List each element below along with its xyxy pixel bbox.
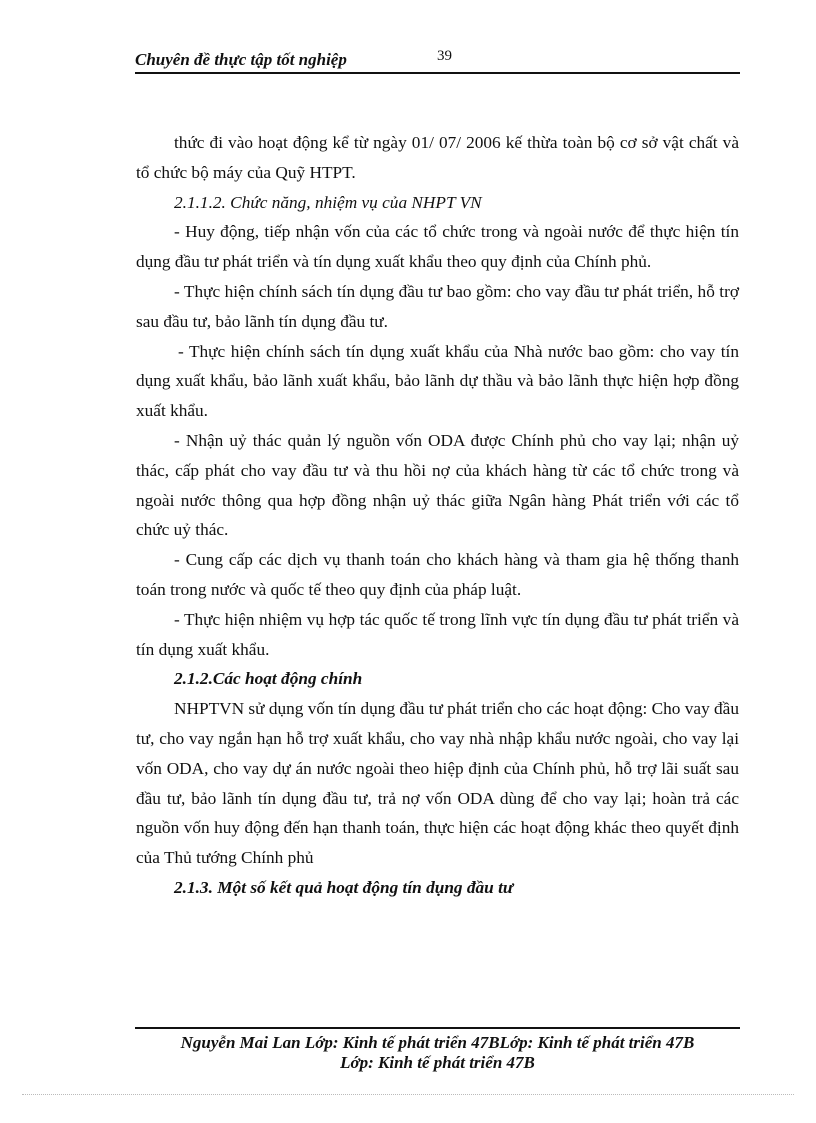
footer-line-1: Nguyễn Mai Lan Lớp: Kinh tế phát triển 47BLớp: Kinh tế phát triển 47B — [180, 1033, 695, 1052]
page-number: 39 — [437, 48, 452, 64]
body-text — [136, 128, 739, 903]
list-item-export-credit: - Thực hiện chính sách tín dụng xuất khẩu của Nhà nước bao gồm: cho vay tín dụng xuất khẩu, bảo lãnh xuất khẩu, bảo lãnh dự thầu và bảo lãnh thực hiện hợp đồng xuất khẩu. — [136, 341, 739, 421]
list-item-investment-credit: - Thực hiện chính sách tín dụng đầu tư bao gồm: cho vay đầu tư phát triển, hỗ trợ sau đầu tư, bảo lãnh tín dụng đầu tư. — [136, 281, 739, 331]
footer-line-2: Lớp: Kinh tế phát triển 47B — [340, 1053, 535, 1072]
list-item-international-cooperation: - Thực hiện nhiệm vụ hợp tác quốc tế trong lĩnh vực tín dụng đầu tư phát triển và tín dụng xuất khẩu. — [136, 609, 739, 659]
header-title: Chuyên đề thực tập tốt nghiệp — [135, 50, 347, 69]
page-footer — [135, 1027, 740, 1073]
paragraph-main-activities: NHPTVN sử dụng vốn tín dụng đầu tư phát triển cho các hoạt động: Cho vay đầu tư, cho vay ngắn hạn hỗ trợ xuất khẩu, cho vay nhà nhập khẩu nước ngoài, cho vay lại vốn ODA, cho vay dự án nước ngoài theo hiệp định của Chính phủ, hỗ trợ lãi suất sau đầu tư, bảo lãnh tín dụng đầu tư, trả nợ vốn ODA dùng để cho vay lại; hoàn trả các nguồn vốn huy động đến hạn thanh toán, thực hiện các hoạt động khác theo quyết định của Thủ tướng Chính phủ — [136, 699, 739, 868]
list-item-payment-services: - Cung cấp các dịch vụ thanh toán cho khách hàng và tham gia hệ thống thanh toán trong nước và quốc tế theo quy định của pháp luật. — [136, 550, 739, 599]
page-bottom-divider — [22, 1094, 794, 1095]
section-heading-main-activities: 2.1.2.Các hoạt động chính — [174, 669, 363, 689]
subsection-heading-functions: 2.1.1.2. Chức năng, nhiệm vụ của NHPT VN — [174, 192, 482, 212]
paragraph-continuation: thức đi vào hoạt động kể từ ngày 01/ 07/ 2006 kế thừa toàn bộ cơ sở vật chất và tổ chức bộ máy của Quỹ HTPT. — [136, 133, 739, 182]
list-item-oda-trust: - Nhận uỷ thác quản lý nguồn vốn ODA được Chính phủ cho vay lại; nhận uỷ thác, cấp phát cho vay đầu tư và thu hồi nợ của khách hàng từ các tổ chức trong và ngoài nước thông qua hợp đồng nhận uỷ thác giữa Ngân hàng Phát triển với các tổ chức uỷ thác. — [136, 430, 739, 540]
list-item-capital-mobilization: - Huy động, tiếp nhận vốn của các tổ chức trong và ngoài nước để thực hiện tín dụng đầu tư phát triển và tín dụng xuất khẩu theo quy định của Chính phủ. — [136, 222, 739, 272]
section-heading-results: 2.1.3. Một số kết quả hoạt động tín dụng đầu tư — [174, 877, 514, 897]
page-header — [135, 46, 740, 74]
